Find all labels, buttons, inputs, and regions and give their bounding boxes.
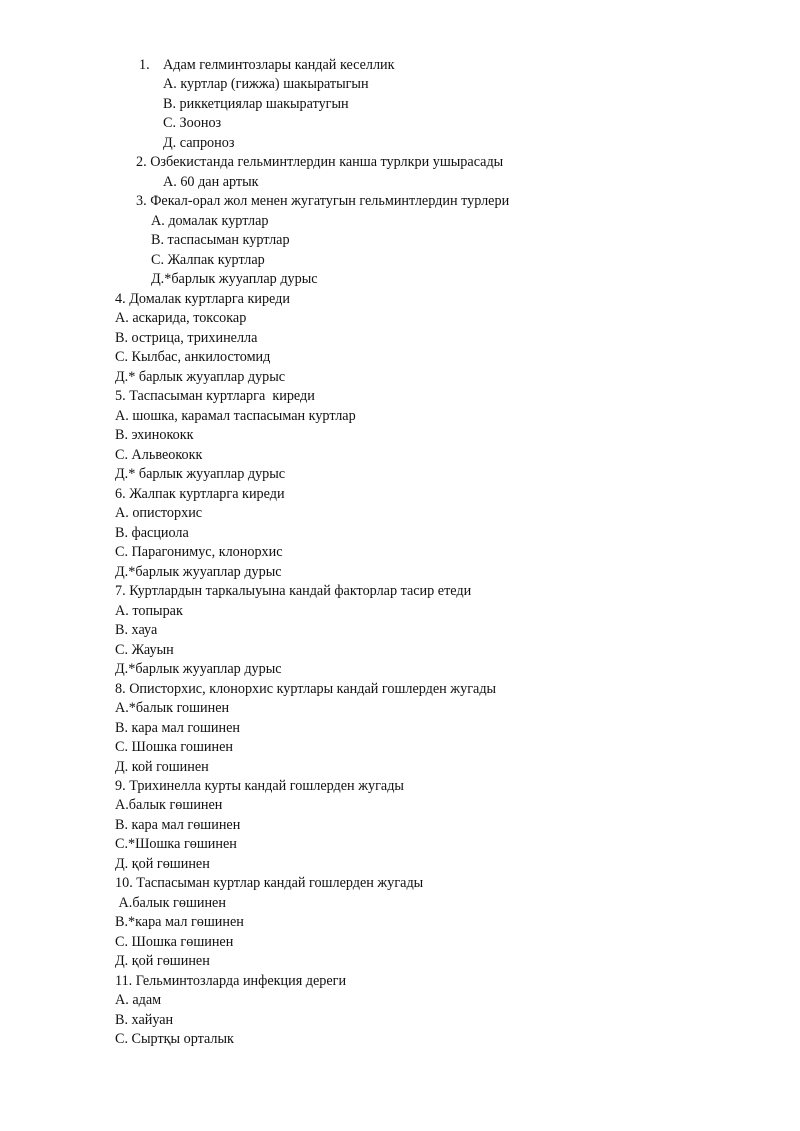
answer-option: С. Альвеококк: [115, 447, 203, 463]
answer-option: С. Жауын: [115, 642, 174, 658]
question-text: 8. Описторхис, клонорхис куртлары кандай гошлерден жугады: [115, 681, 497, 697]
question-text: 11. Гельминтозларда инфекция дереги: [115, 973, 347, 989]
answer-option: Д.*барлык жууаплар дурыс: [151, 271, 318, 287]
answer-option: В.*кара мал гөшинен: [115, 914, 244, 930]
answer-option: А. домалак куртлар: [151, 213, 269, 229]
answer-option: В. фасциола: [115, 525, 189, 541]
question-text: 5. Таспасыман куртларга киреди: [115, 388, 315, 404]
answer-option: А.*балык гошинен: [115, 700, 230, 716]
answer-option: Д.* барлык жууаплар дурыс: [115, 369, 286, 385]
answer-option: Д.* барлык жууаплар дурыс: [115, 466, 286, 482]
answer-option: В. риккетциялар шакыратугын: [163, 96, 349, 112]
question-number: 1.: [139, 57, 150, 73]
answer-option: Д. қой гөшинен: [115, 856, 210, 872]
question-text: 2. Озбекистанда гельминтлердин канша турлкри ушырасады: [136, 154, 504, 170]
answer-option: С. Кылбас, анкилостомид: [115, 349, 271, 365]
answer-option: С. Сыртқы орталык: [115, 1031, 234, 1047]
answer-option: А. куртлар (гижжа) шакыратыгын: [163, 76, 369, 92]
answer-option: Д. сапроноз: [163, 135, 235, 151]
answer-option: В. эхинококк: [115, 427, 194, 443]
answer-option: С. Шошка гөшинен: [115, 934, 234, 950]
answer-option: В. кара мал гошинен: [115, 720, 240, 736]
answer-option: С. Шошка гошинен: [115, 739, 233, 755]
answer-option: В. таспасыман куртлар: [151, 232, 290, 248]
answer-option: Д.*барлык жууаплар дурыс: [115, 564, 282, 580]
answer-option: С. Парагонимус, клонорхис: [115, 544, 283, 560]
answer-option: А.балык гөшинен: [115, 797, 223, 813]
answer-option: Д. қой гөшинен: [115, 953, 210, 969]
question-text: 4. Домалак куртларга киреди: [115, 291, 290, 307]
answer-option: А. топырак: [115, 603, 183, 619]
question-text: 6. Жалпак куртларга киреди: [115, 486, 285, 502]
answer-option: С.*Шошка гөшинен: [115, 836, 237, 852]
answer-option: В. кара мал гөшинен: [115, 817, 241, 833]
answer-option: С. Зооноз: [163, 115, 222, 131]
question-text: 3. Фекал-орал жол менен жугатугын гельминтлердин турлери: [136, 193, 510, 209]
answer-option: А.балык гөшинен: [115, 895, 226, 911]
question-text: 7. Куртлардын таркалыуына кандай факторлар тасир етеди: [115, 583, 472, 599]
question-text: Адам гелминтозлары кандай кеселлик: [163, 57, 395, 73]
answer-option: А. адам: [115, 992, 162, 1008]
answer-option: Д.*барлык жууаплар дурыс: [115, 661, 282, 677]
answer-option: А. 60 дан артык: [163, 174, 259, 190]
question-text: 10. Таспасыман куртлар кандай гошлерден жугады: [115, 875, 424, 891]
answer-option: В. хайуан: [115, 1012, 174, 1028]
answer-option: В. острица, трихинелла: [115, 330, 258, 346]
answer-option: А. аскарида, токсокар: [115, 310, 247, 326]
answer-option: В. хауа: [115, 622, 158, 638]
question-text: 9. Трихинелла курты кандай гошлерден жугады: [115, 778, 404, 794]
answer-option: А. описторхис: [115, 505, 203, 521]
answer-option: С. Жалпак куртлар: [151, 252, 265, 268]
answer-option: А. шошка, карамал таспасыман куртлар: [115, 408, 356, 424]
answer-option: Д. кой гошинен: [115, 759, 209, 775]
